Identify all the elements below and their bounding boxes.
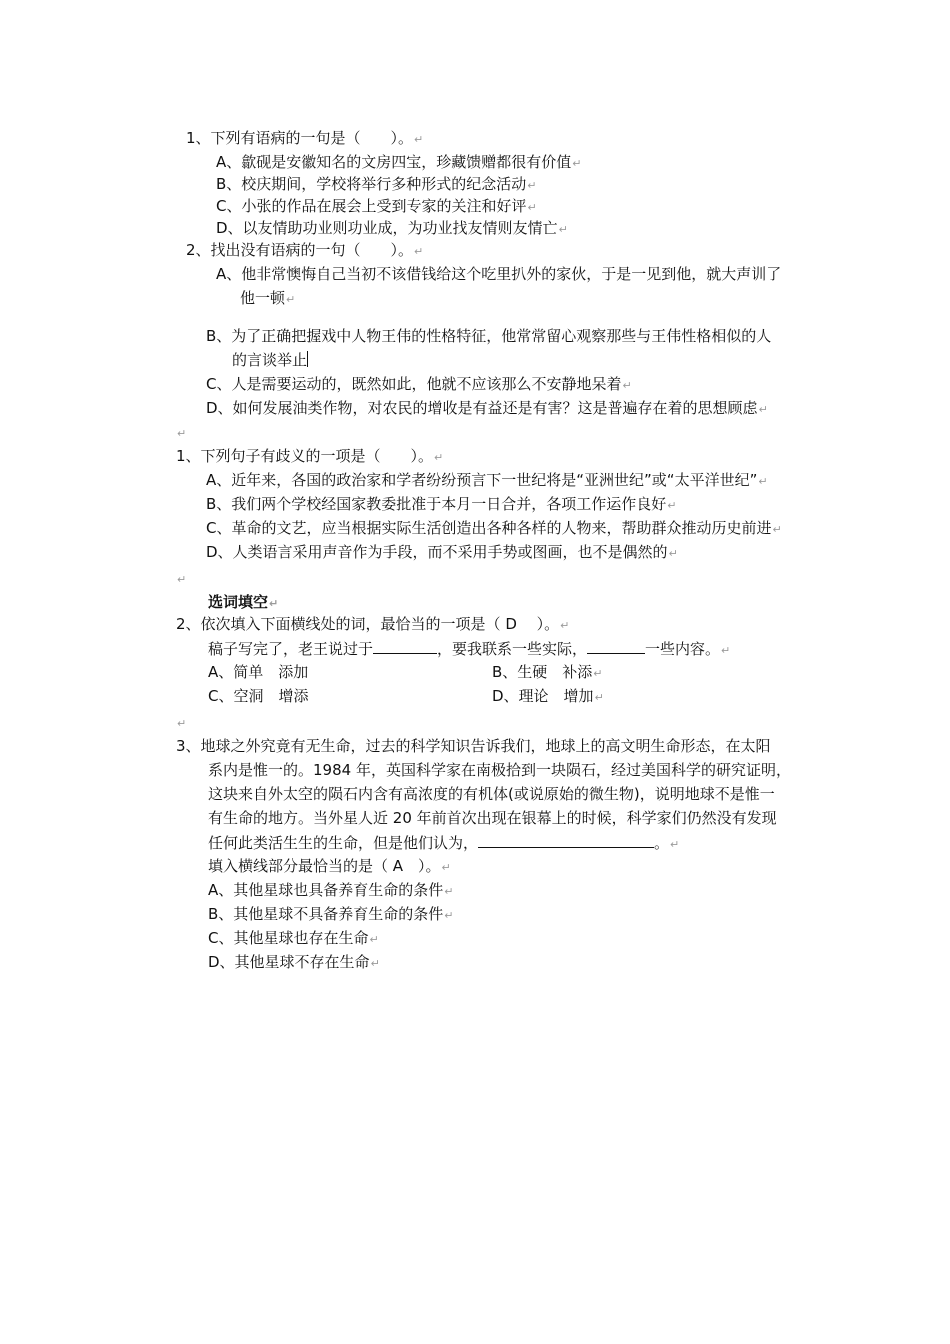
empty-paragraph [176, 422, 186, 444]
question-2-option-a: A、他非常懊悔自己当初不该借钱给这个吃里扒外的家伙，于是一见到他，就大声训了 [216, 265, 782, 283]
question-3-option-a: A、近年来，各国的政治家和学者纷纷预言下一世纪将是“亚洲世纪”或“太平洋世纪”↵ [206, 471, 768, 489]
paragraph-mark: ↵ [667, 499, 677, 512]
question-2-stem: 2、找出没有语病的一句（ ）。↵ [186, 241, 424, 259]
paragraph-mark: ↵ [560, 619, 570, 632]
question-5-passage-line: 任何此类活生生的生命，但是他们认为， 。↵ [208, 834, 680, 852]
question-5-option-d: D、其他星球不存在生命↵ [208, 953, 380, 971]
paragraph-mark: ↵ [414, 133, 424, 146]
paragraph-mark: ↵ [670, 838, 680, 851]
question-3-stem: 1、下列句子有歧义的一项是（ ）。↵ [176, 447, 444, 465]
paragraph-mark: ↵ [758, 475, 768, 488]
question-4-sentence: 稿子写完了，老王说过于 ，要我联系一些实际， 一些内容。↵ [208, 640, 731, 658]
section-title: 选词填空↵ [208, 593, 279, 611]
paragraph-mark: ↵ [434, 451, 444, 464]
question-5-option-a: A、其他星球也具备养育生命的条件↵ [208, 881, 454, 899]
question-3-option-d: D、人类语言采用声音作为手段，而不采用手势或图画，也不是偶然的↵ [206, 543, 678, 561]
paragraph-mark: ↵ [721, 644, 731, 657]
fill-blank [373, 638, 437, 654]
question-5-passage-line: 这块来自外太空的陨石内含有高浓度的有机体(或说原始的微生物)，说明地球不是惟一 [208, 785, 775, 803]
question-3-option-c: C、革命的文艺，应当根据实际生活创造出各种各样的人物来，帮助群众推动历史前进↵ [206, 519, 782, 537]
fill-blank [478, 832, 654, 848]
question-4-stem: 2、依次填入下面横线处的词，最恰当的一项是（ D ）。↵ [176, 615, 570, 633]
question-2-option-a-cont: 他一顿↵ [240, 289, 296, 307]
question-2-option-b: B、为了正确把握戏中人物王伟的性格特征，他常常留心观察那些与王伟性格相似的人 [206, 327, 772, 345]
question-5-passage-line: 系内是惟一的。1984 年，英国科学家在南极拾到一块陨石，经过美国科学的研究证明， [208, 761, 791, 779]
text-cursor [307, 351, 308, 367]
paragraph-mark: ↵ [558, 223, 568, 236]
question-1-option-a: A、歙砚是安徽知名的文房四宝，珍藏馈赠都很有价值↵ [216, 153, 582, 171]
question-4-options-row-2: C、空洞 增添 D、理论 增加↵ [208, 687, 604, 705]
question-1-stem: 1、下列有语病的一句是（ ）。↵ [186, 129, 424, 147]
paragraph-mark: ↵ [758, 403, 768, 416]
paragraph-mark: ↵ [177, 427, 187, 440]
paragraph-mark: ↵ [622, 379, 632, 392]
question-5-prompt: 填入横线部分最恰当的是（ A ）。↵ [208, 857, 451, 875]
paragraph-mark: ↵ [772, 523, 782, 536]
question-5-passage-line: 3、地球之外究竟有无生命，过去的科学知识告诉我们，地球上的高文明生命形态，在太阳 [176, 737, 771, 755]
paragraph-mark: ↵ [441, 861, 451, 874]
paragraph-mark: ↵ [286, 293, 296, 306]
question-5-option-c: C、其他星球也存在生命↵ [208, 929, 379, 947]
question-4-options-row-1: A、简单 添加 B、生硬 补添↵ [208, 663, 603, 681]
question-3-option-b: B、我们两个学校经国家教委批准于本月一日合并，各项工作运作良好↵ [206, 495, 677, 513]
paragraph-mark: ↵ [177, 717, 187, 730]
paragraph-mark: ↵ [594, 691, 604, 704]
paragraph-mark: ↵ [668, 547, 678, 560]
empty-paragraph [176, 712, 186, 734]
fill-blank [587, 638, 645, 654]
question-2-option-b-cont: 的言谈举止 [232, 351, 308, 369]
paragraph-mark: ↵ [369, 933, 379, 946]
paragraph-mark: ↵ [370, 957, 380, 970]
paragraph-mark: ↵ [177, 573, 187, 586]
paragraph-mark: ↵ [269, 597, 279, 610]
question-2-option-d: D、如何发展油类作物，对农民的增收是有益还是有害？这是普遍存在着的思想顾虑↵ [206, 399, 768, 417]
question-1-option-c: C、小张的作品在展会上受到专家的关注和好评↵ [216, 197, 537, 215]
paragraph-mark: ↵ [414, 245, 424, 258]
paragraph-mark: ↵ [572, 157, 582, 170]
empty-paragraph [176, 568, 186, 590]
question-1-option-d: D、以友情助功业则功业成，为功业找友情则友情亡↵ [216, 219, 568, 237]
question-2-option-c: C、人是需要运动的，既然如此，他就不应该那么不安静地呆着↵ [206, 375, 632, 393]
question-5-passage-line: 有生命的地方。当外星人近 20 年前首次出现在银幕上的时候，科学家们仍然没有发现 [208, 809, 777, 827]
paragraph-mark: ↵ [444, 909, 454, 922]
paragraph-mark: ↵ [527, 201, 537, 214]
paragraph-mark: ↵ [593, 667, 603, 680]
question-5-option-b: B、其他星球不具备养育生命的条件↵ [208, 905, 454, 923]
paragraph-mark: ↵ [527, 179, 537, 192]
question-1-option-b: B、校庆期间，学校将举行多种形式的纪念活动↵ [216, 175, 537, 193]
paragraph-mark: ↵ [444, 885, 454, 898]
